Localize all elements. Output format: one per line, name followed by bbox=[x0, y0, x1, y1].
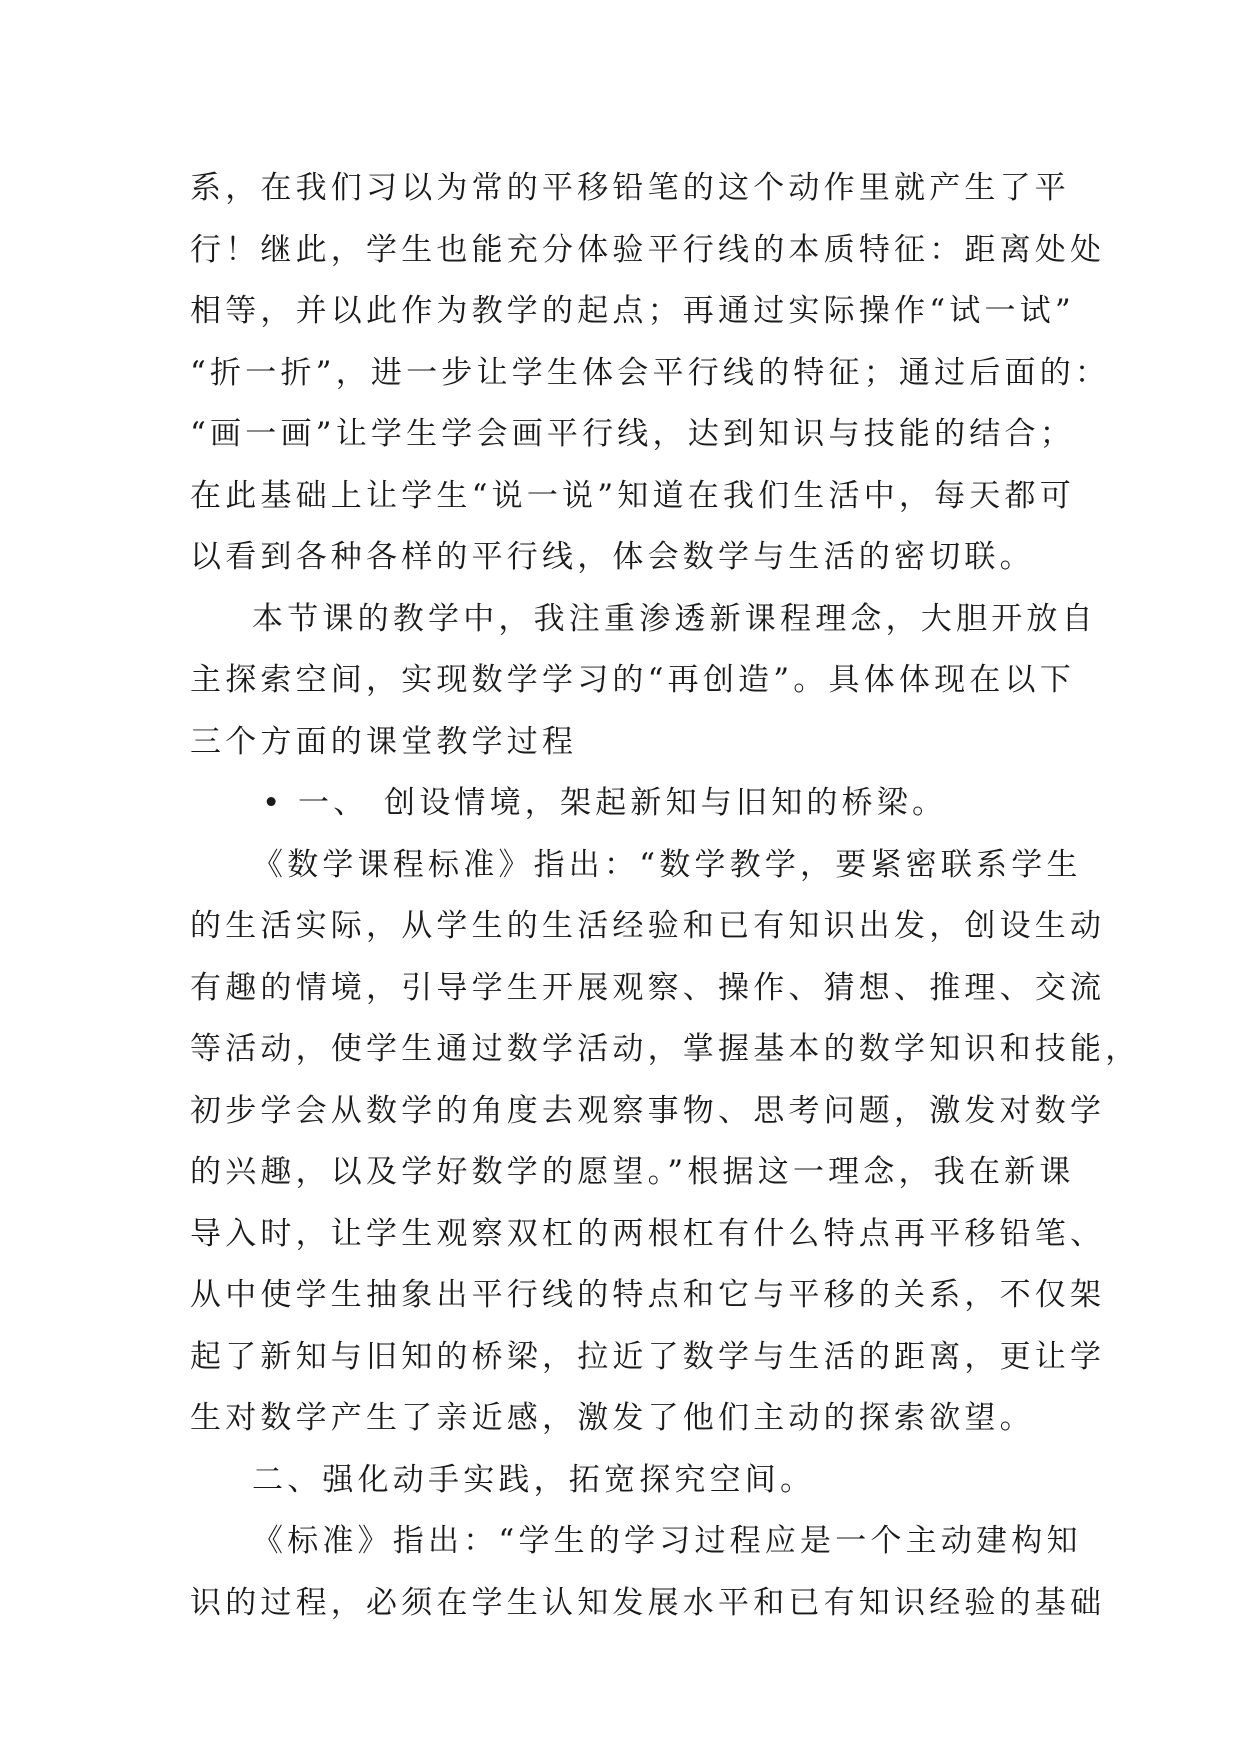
paragraph-start-line: 《数学课程标准》指出：“数学教学，要紧密联系学生 bbox=[252, 846, 1082, 883]
text-line: 等活动，使学生通过数学活动，掌握基本的数学知识和技能， bbox=[190, 1031, 1141, 1067]
text-line: 初步学会从数学的角度去观察事物、思考问题，激发对数学 bbox=[190, 1092, 1106, 1129]
text-line: 的生活实际，从学生的生活经验和已有知识出发，创设生动 bbox=[190, 908, 1106, 944]
text-line: 三个方面的课堂教学过程 bbox=[190, 723, 578, 760]
text-line: “折一折”，进一步让学生体会平行线的特征；通过后面的： bbox=[190, 354, 1111, 391]
section-heading-line: 二、强化动手实践，拓宽探究空间。 bbox=[252, 1461, 816, 1498]
text-line: 以看到各种各样的平行线，体会数学与生活的密切联。 bbox=[190, 539, 1035, 575]
paragraph-start-line: 《标准》指出：“学生的学习过程应是一个主动建构知 bbox=[252, 1523, 1082, 1559]
text-line: 系，在我们习以为常的平移铅笔的这个动作里就产生了平 bbox=[190, 170, 1070, 206]
text-line: “画一画”让学生学会画平行线，达到知识与技能的结合； bbox=[190, 416, 1075, 452]
bullet-marker: • bbox=[262, 785, 285, 821]
paragraph-start-line: 本节课的教学中，我注重渗透新课程理念，大胆开放自 bbox=[252, 600, 1097, 637]
text-line: 生对数学产生了亲近感，激发了他们主动的探索欲望。 bbox=[190, 1400, 1035, 1436]
bullet-list-item bbox=[190, 773, 1090, 835]
text-line: 从中使学生抽象出平行线的特点和它与平移的关系，不仅架 bbox=[190, 1277, 1106, 1313]
text-line: 在此基础上让学生“说一说”知道在我们生活中，每天都可 bbox=[190, 477, 1075, 514]
document-body bbox=[190, 158, 1141, 1634]
text-line: 行！继此，学生也能充分体验平行线的本质特征：距离处处 bbox=[190, 231, 1106, 268]
text-line: 的兴趣，以及学好数学的愿望。”根据这一理念，我在新课 bbox=[190, 1154, 1075, 1190]
text-line: 导入时，让学生观察双杠的两根杠有什么特点再平移铅笔、 bbox=[190, 1215, 1106, 1252]
section-number: 一、 bbox=[298, 785, 369, 821]
text-line: 有趣的情境，引导学生开展观察、操作、猜想、推理、交流 bbox=[190, 969, 1106, 1006]
text-line: 识的过程，必须在学生认知发展水平和已有知识经验的基础 bbox=[190, 1584, 1106, 1621]
text-line: 起了新知与旧知的桥梁，拉近了数学与生活的距离，更让学 bbox=[190, 1338, 1106, 1375]
text-line: 相等，并以此作为教学的起点；再通过实际操作“试一试” bbox=[190, 293, 1075, 329]
section-heading: 创设情境，架起新知与旧知的桥梁。 bbox=[384, 785, 948, 821]
text-line: 主探索空间，实现数学学习的“再创造”。具体体现在以下 bbox=[190, 662, 1075, 698]
